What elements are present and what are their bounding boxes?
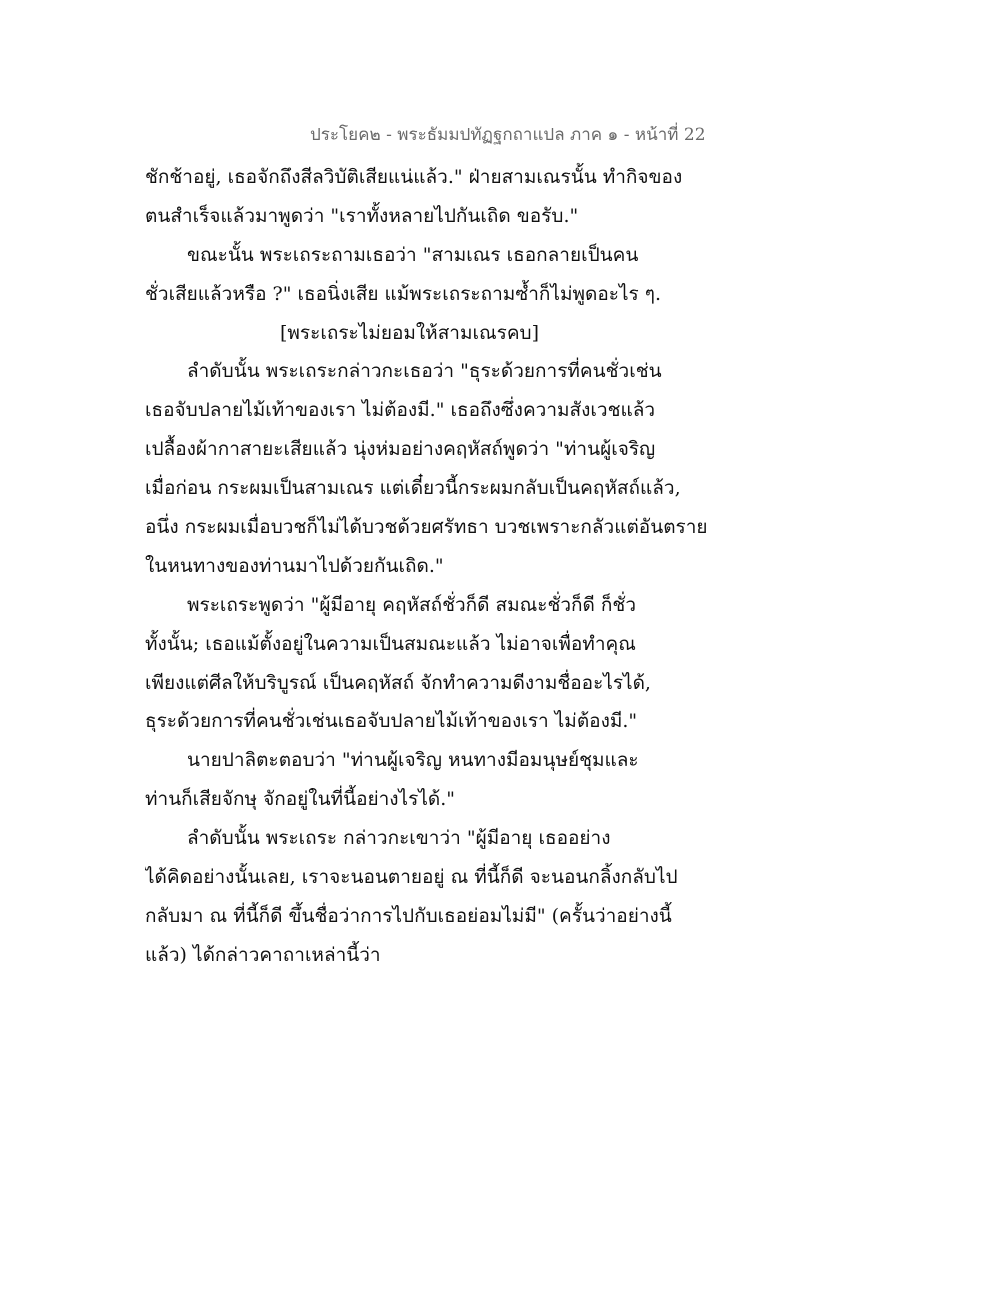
text-line: กลับมา ณ ที่นี้ก็ดี ขึ้นชื่อว่าการไปกับเธอย่อมไม่มี" (ครั้นว่าอย่างนี้ — [145, 904, 672, 927]
text-line: ท่านก็เสียจักษุ จักอยู่ในที่นี้อย่างไรได้." — [145, 788, 455, 811]
text-line: ในหนทางของท่านมาไปด้วยกันเถิด." — [145, 554, 444, 577]
text-line: เธอจับปลายไม้เท้าของเรา ไม่ต้องมี." เธอถึงซึ่งความสังเวชแล้ว — [145, 399, 656, 422]
text-line: ทั้งนั้น; เธอแม้ตั้งอยู่ในความเป็นสมณะแล้ว ไม่อาจเพื่อทำคุณ — [145, 632, 636, 655]
text-line: ตนสำเร็จแล้วมาพูดว่า "เราทั้งหลายไปกันเถิด ขอรับ." — [145, 204, 579, 227]
section-heading: [พระเถระไม่ยอมให้สามเณรคบ] — [280, 321, 540, 344]
text-line: พระเถระพูดว่า "ผู้มีอายุ คฤหัสถ์ชั่วก็ดี สมณะชั่วก็ดี ก็ชั่ว — [187, 593, 636, 616]
text-line: ธุระด้วยการที่คนชั่วเช่นเธอจับปลายไม้เท้าของเรา ไม่ต้องมี." — [145, 710, 638, 733]
text-line: เมื่อก่อน กระผมเป็นสามเณร แต่เดี๋ยวนี้กระผมกลับเป็นคฤหัสถ์แล้ว, — [145, 477, 681, 500]
text-line: ชั่วเสียแล้วหรือ ?" เธอนิ่งเสีย แม้พระเถระถามซ้ำก็ไม่พูดอะไร ๆ. — [145, 282, 662, 305]
text-line: อนึ่ง กระผมเมื่อบวชก็ไม่ได้บวชด้วยศรัทธา บวชเพราะกลัวแต่อันตราย — [145, 516, 708, 539]
text-line: เพียงแต่ศีลให้บริบูรณ์ เป็นคฤหัสถ์ จักทำความดีงามชื่ออะไรได้, — [145, 671, 651, 694]
text-line: นายปาลิตะตอบว่า "ท่านผู้เจริญ หนทางมีอมนุษย์ชุมและ — [187, 749, 639, 772]
text-line: แล้ว) ได้กล่าวคาถาเหล่านี้ว่า — [145, 943, 381, 966]
text-line: ขณะนั้น พระเถระถามเธอว่า "สามเณร เธอกลายเป็นคน — [187, 243, 639, 266]
text-line: ได้คิดอย่างนั้นเลย, เราจะนอนตายอยู่ ณ ที่นี้ก็ดี จะนอนกลิ้งกลับไป — [145, 866, 678, 889]
text-line: ลำดับนั้น พระเถระ กล่าวกะเขาว่า "ผู้มีอายุ เธออย่าง — [187, 827, 611, 850]
body-text — [145, 158, 725, 975]
text-line: ชักช้าอยู่, เธอจักถึงสีลวิบัติเสียแน่แล้ว." ฝ่ายสามเณรนั้น ทำกิจของ — [145, 166, 683, 188]
text-line: ลำดับนั้น พระเถระกล่าวกะเธอว่า "ธุระด้วยการที่คนชั่วเช่น — [187, 360, 662, 383]
text-line: เปลื้องผ้ากาสายะเสียแล้ว นุ่งห่มอย่างคฤหัสถ์พูดว่า "ท่านผู้เจริญ — [145, 438, 656, 461]
running-header: ประโยค๒ - พระธัมมปทัฏฐกถาแปล ภาค ๑ - หน้าที่ 22 — [310, 125, 706, 145]
